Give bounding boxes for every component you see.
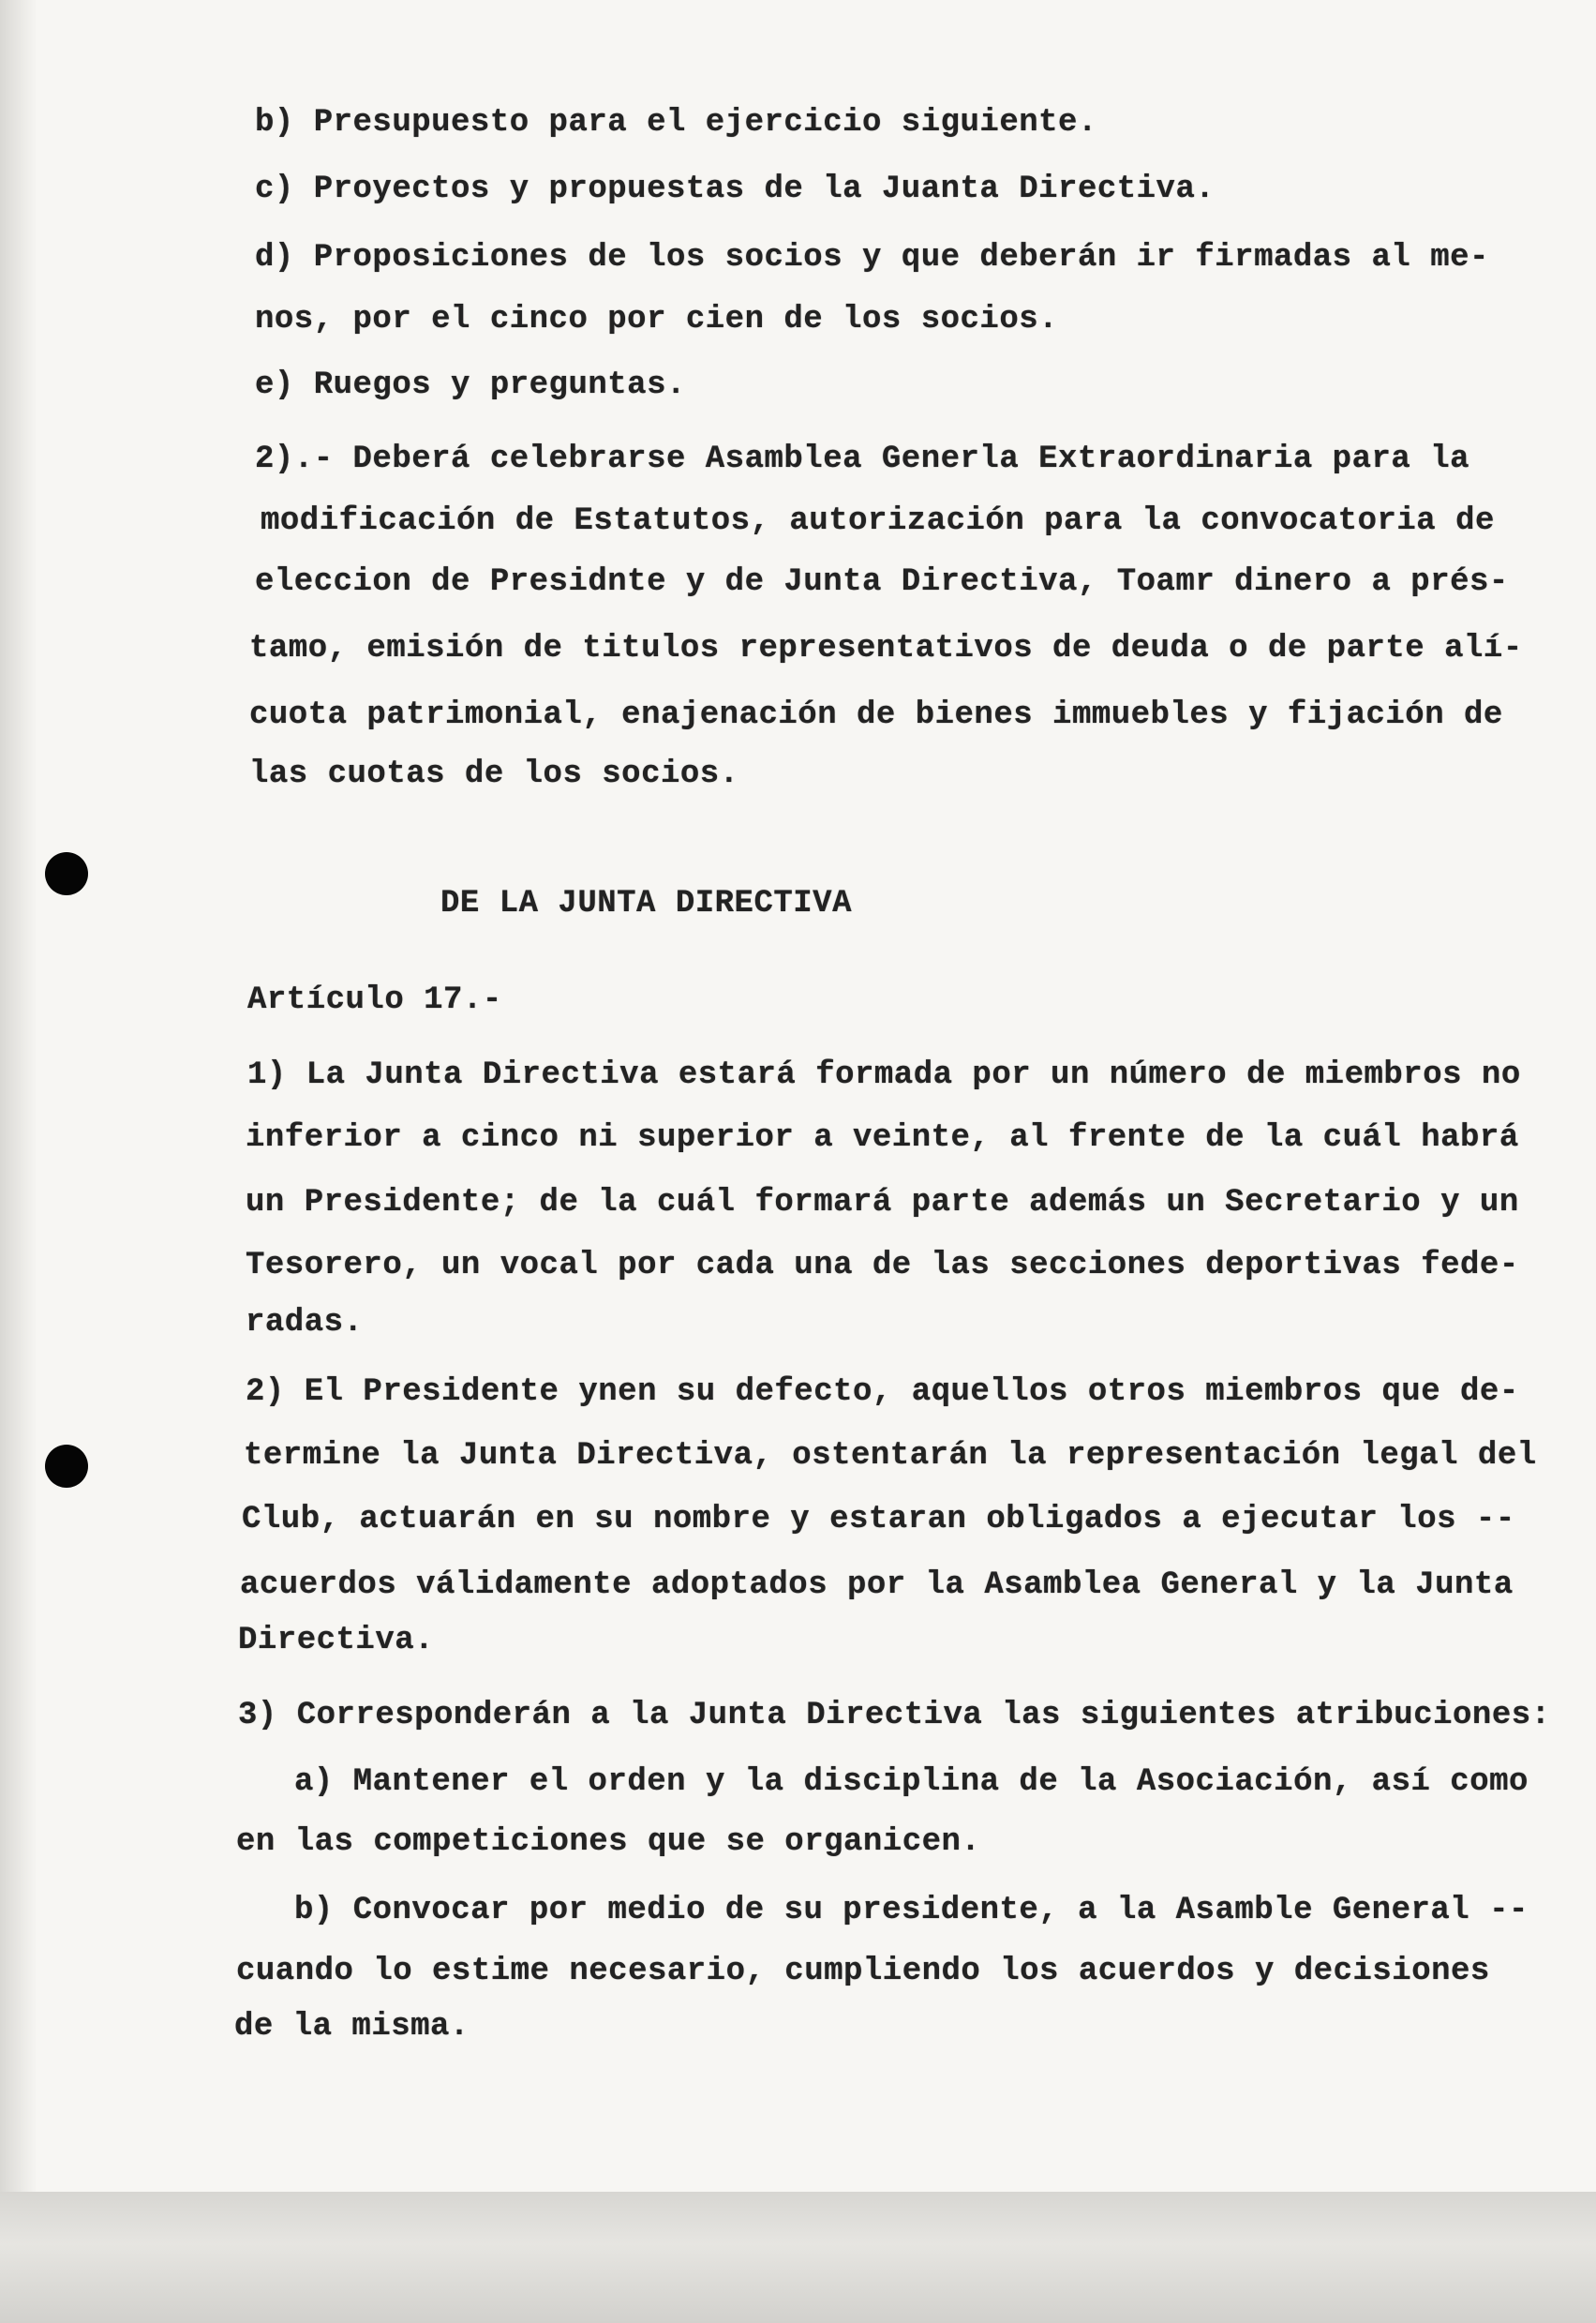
- text-line: modificación de Estatutos, autorización para la convocatoria de: [261, 503, 1495, 539]
- text-line: 2) El Presidente ynen su defecto, aquellos otros miembros que de-: [246, 1374, 1519, 1410]
- text-line: d) Proposiciones de los socios y que deberán ir firmadas al me-: [255, 240, 1489, 276]
- text-line: 2).- Deberá celebrarse Asamblea Generla Extraordinaria para la: [255, 442, 1470, 477]
- text-line: 3) Corresponderán a la Junta Directiva las siguientes atribuciones:: [238, 1698, 1551, 1733]
- text-line: Directiva.: [238, 1623, 435, 1658]
- text-line: 1) La Junta Directiva estará formada por un número de miembros no: [247, 1057, 1521, 1093]
- punch-hole: [45, 1445, 88, 1488]
- text-line: radas.: [246, 1305, 364, 1341]
- text-line: nos, por el cinco por cien de los socios.: [255, 302, 1059, 337]
- text-line: a) Mantener el orden y la disciplina de la Asociación, así como: [294, 1764, 1529, 1800]
- text-line: acuerdos válidamente adoptados por la Asamblea General y la Junta: [240, 1567, 1514, 1603]
- article-title: Artículo 17.-: [247, 982, 502, 1018]
- text-line: b) Presupuesto para el ejercicio siguiente.: [255, 105, 1097, 141]
- text-line: cuota patrimonial, enajenación de bienes immuebles y fijación de: [249, 697, 1503, 733]
- page-left-edge-shadow: [0, 0, 37, 2323]
- text-line: c) Proyectos y propuestas de la Juanta Directiva.: [255, 172, 1216, 207]
- text-line: de la misma.: [234, 2009, 470, 2045]
- text-line: eleccion de Presidnte y de Junta Directiva, Toamr dinero a prés-: [255, 564, 1509, 600]
- text-line: las cuotas de los socios.: [249, 757, 739, 792]
- text-line: tamo, emisión de titulos representativos de deuda o de parte alí-: [249, 631, 1523, 667]
- punch-hole: [45, 852, 88, 895]
- text-line: b) Convocar por medio de su presidente, a la Asamble General --: [294, 1893, 1529, 1928]
- text-line: inferior a cinco ni superior a veinte, al frente de la cuál habrá: [246, 1120, 1519, 1156]
- text-line: e) Ruegos y preguntas.: [255, 367, 686, 403]
- scan-bottom-band: [0, 2192, 1596, 2323]
- section-heading: DE LA JUNTA DIRECTIVA: [440, 886, 852, 922]
- text-line: cuando lo estime necesario, cumpliendo los acuerdos y decisiones: [236, 1954, 1490, 1989]
- text-line: en las competiciones que se organicen.: [236, 1824, 981, 1860]
- text-line: termine la Junta Directiva, ostentarán la representación legal del: [244, 1438, 1537, 1474]
- text-line: Club, actuarán en su nombre y estaran obligados a ejecutar los --: [242, 1502, 1515, 1537]
- text-line: un Presidente; de la cuál formará parte además un Secretario y un: [246, 1185, 1519, 1221]
- text-line: Tesorero, un vocal por cada una de las secciones deportivas fede-: [246, 1248, 1519, 1283]
